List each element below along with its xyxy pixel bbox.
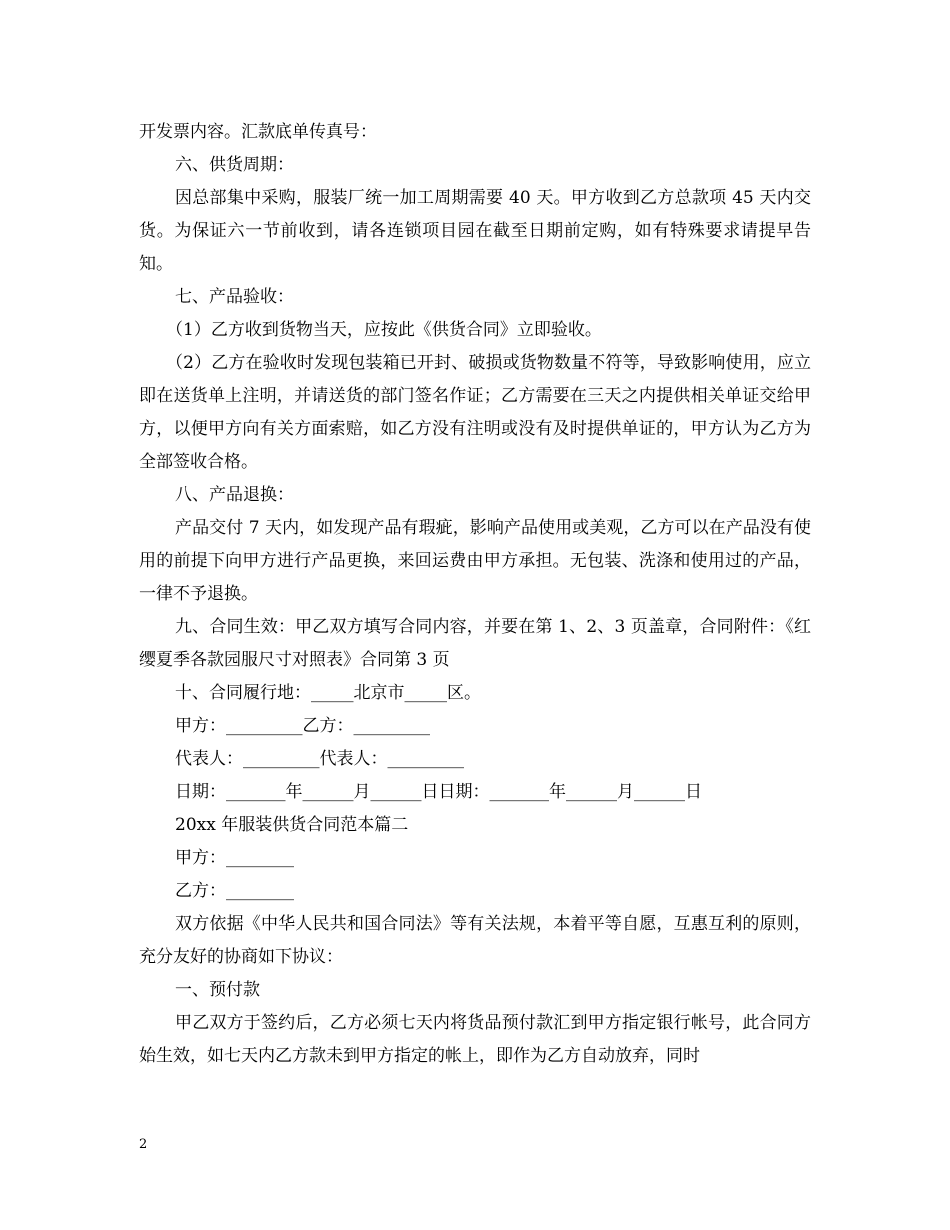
paragraph-prepayment: 甲乙双方于签约后，乙方必须七天内将货品预付款汇到甲方指定银行帐号，此合同方始生效，如七天内乙方款未到甲方指定的帐上，即作为乙方自动放弃，同时 — [139, 1013, 811, 1066]
signature-parties: 甲方：_________乙方：_________ — [175, 716, 430, 736]
section-title-template-2: 20xx 年服装供货合同范本篇二 — [175, 815, 409, 835]
heading-prepayment: 一、预付款 — [175, 980, 260, 1000]
paragraph-product-return: 产品交付 7 天内，如发现产品有瑕疵，影响产品使用或美观，乙方可以在产品没有使用的前提下向甲方进行产品更换，来回运费由甲方承担。无包装、洗涤和使用过的产品，一律不予退换。 — [139, 518, 811, 604]
paragraph-acceptance-2: （2）乙方在验收时发现包装箱已开封、破损或货物数量不符等，导致影响使用，应立即在送货单上注明，并请送货的部门签名作证；乙方需要在三天之内提供相关单证交给甲方，以便甲方向有关方面索赔，如乙方没有注明或没有及时提供单证的，甲方认为乙方为全部签收合格。 — [139, 353, 811, 472]
signature-representatives: 代表人：_________代表人：_________ — [175, 749, 464, 769]
heading-supply-period: 六、供货周期： — [175, 155, 294, 175]
paragraph-supply-period: 因总部集中采购，服装厂统一加工周期需要 40 天。甲方收到乙方总款项 45 天内交货。为保证六一节前收到，请各连锁项目园在截至日期前定购，如有特殊要求请提早告知。 — [139, 188, 811, 274]
heading-product-acceptance: 七、产品验收： — [175, 287, 294, 307]
signature-dates: 日期：_______年______月______日日期：_______年______月______日 — [175, 782, 702, 802]
heading-product-return: 八、产品退换： — [175, 485, 294, 505]
paragraph-agreement-basis: 双方依据《中华人民共和国合同法》等有关法规，本着平等自愿，互惠互利的原则，充分友好的协商如下协议： — [139, 914, 811, 967]
party-b-line: 乙方：________ — [175, 881, 294, 901]
paragraph-acceptance-1: （1）乙方收到货物当天，应按此《供货合同》立即验收。 — [166, 320, 602, 340]
page-number: 2 — [139, 1137, 148, 1152]
paragraph-performance-place: 十、合同履行地：_____北京市_____区。 — [175, 683, 481, 703]
party-a-line: 甲方：________ — [175, 848, 294, 868]
paragraph-invoice-content: 开发票内容。汇款底单传真号： — [139, 122, 377, 142]
document-body — [139, 116, 811, 1073]
paragraph-contract-effective: 九、合同生效：甲乙双方填写合同内容，并要在第 1、2、3 页盖章，合同附件：《红缨夏季各款园服尺寸对照表》合同第 3 页 — [139, 617, 811, 670]
